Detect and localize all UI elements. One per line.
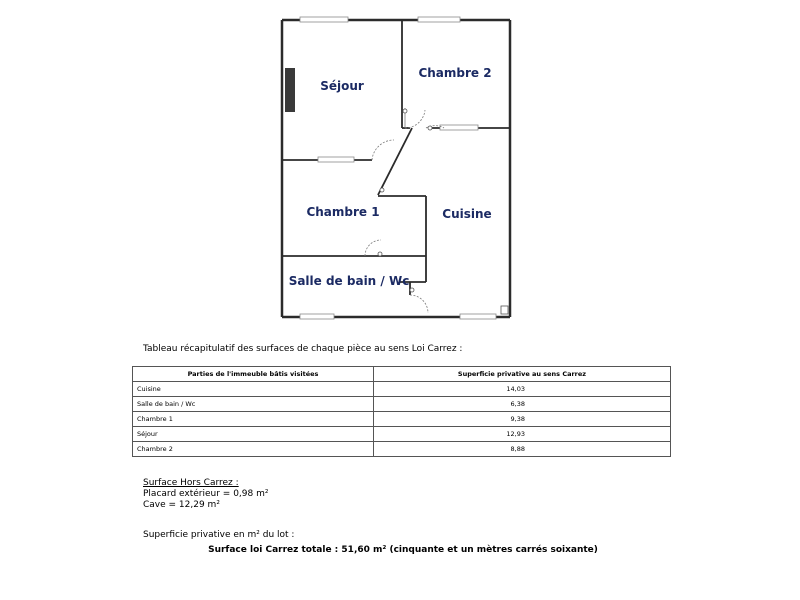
room-name-cell: Chambre 2 [133,442,374,457]
table-row [133,397,671,412]
room-label-chambre-1: Chambre 1 [306,205,380,219]
door-hinges [378,109,432,292]
hors-carrez-section [143,478,268,511]
column-header-superficie: Superficie privative au sens Carrez [374,367,671,382]
table-row [133,427,671,442]
outer-walls [282,20,510,317]
table-row [133,442,671,457]
surface-value-cell: 8,88 [374,442,671,457]
corner-fixture [501,306,508,314]
surface-value-cell: 6,38 [374,397,671,412]
surface-value-cell: 14,03 [374,382,671,397]
room-label-chambre-2: Chambre 2 [418,66,492,80]
table-header-row [133,367,671,382]
hors-carrez-line-cave: Cave = 12,29 m² [143,500,220,510]
room-name-cell: Cuisine [133,382,374,397]
radiator-block [285,68,295,112]
room-label-cuisine: Cuisine [442,207,492,221]
interior-walls [282,20,510,295]
surface-value-cell: 12,93 [374,427,671,442]
surface-value-cell: 9,38 [374,412,671,427]
room-name-cell: Chambre 1 [133,412,374,427]
room-label-sejour: Séjour [320,79,364,93]
column-header-parties: Parties de l'immeuble bâtis visitées [133,367,374,382]
table-intro: Tableau récapitulatif des surfaces de chaque pièce au sens Loi Carrez : [143,344,463,354]
hors-carrez-line-placard: Placard extérieur = 0,98 m² [143,489,269,499]
surfaces-table [132,366,671,457]
table-row [133,382,671,397]
room-name-cell: Salle de bain / Wc [133,397,374,412]
total-carrez-surface: Surface loi Carrez totale : 51,60 m² (cinquante et un mètres carrés soixante) [208,545,598,555]
room-name-cell: Séjour [133,427,374,442]
hors-carrez-title: Surface Hors Carrez : [143,478,239,488]
lot-surface-label: Superficie privative en m² du lot : [143,530,295,540]
table-row [133,412,671,427]
room-label-salle-de-bain: Salle de bain / Wc [288,274,410,288]
